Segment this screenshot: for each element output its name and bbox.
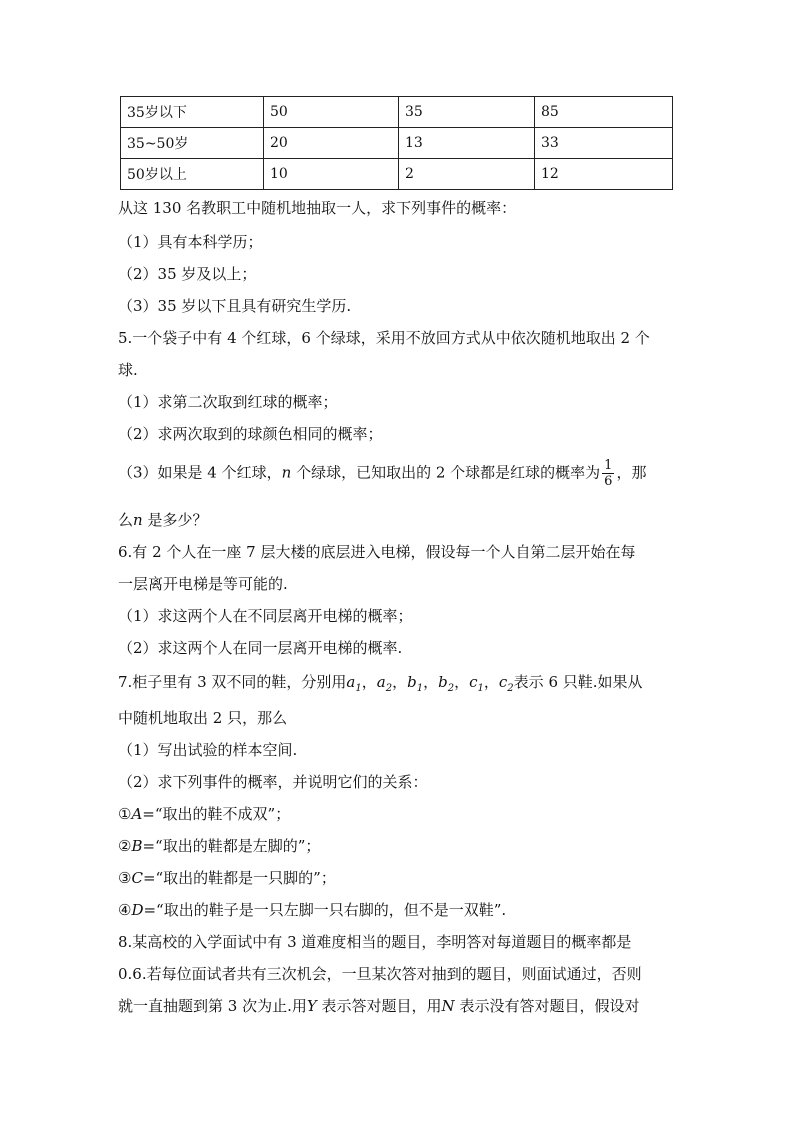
event-label: ① — [118, 805, 132, 823]
event-label: ④ — [118, 901, 132, 919]
q6-line2: 一层离开电梯是等可能的. — [118, 575, 288, 593]
q5-line-last — [118, 510, 207, 530]
table-cell: 35 — [399, 97, 535, 128]
q7-event-d — [118, 900, 506, 920]
q7-part2: （2）求下列事件的概率，并说明它们的关系： — [118, 773, 428, 791]
event-text: =“取出的鞋子是一只左脚一只右脚的，但不是一双鞋”. — [143, 901, 507, 919]
q5-part2: （2）求两次取到的球颜色相同的概率； — [118, 425, 383, 443]
q7-event-a — [118, 804, 290, 824]
shoe-c2: $c_2$ — [498, 673, 514, 694]
event-text: =“取出的鞋不成双”； — [142, 805, 291, 823]
shoe-b1: $b_1$ — [407, 673, 424, 694]
event-text: =“取出的鞋都是左脚的”； — [142, 837, 321, 855]
variable-n: n — [133, 511, 143, 529]
q7-line1-text-a: 7.柜子里有 3 双不同的鞋，分别用 — [118, 673, 347, 691]
fraction-denominator: 6 — [604, 474, 613, 489]
table-cell: 85 — [535, 97, 673, 128]
variable-y: Y — [306, 997, 317, 1015]
q5-part3-text-b: 个绿球，已知取出的 2 个球都是红球的概率为 — [291, 463, 601, 482]
variable-n: n — [281, 463, 292, 482]
q8-line2: 0.6.若每位面试者共有三次机会，一旦某次答对抽到的题目，则面试通过，否则 — [118, 965, 642, 983]
q7-event-b — [118, 836, 320, 856]
event-variable: B — [131, 837, 143, 855]
q5-line2: 球. — [118, 361, 138, 379]
variable-n: N — [441, 997, 455, 1015]
q5-part1: （1）求第二次取到红球的概率； — [118, 393, 338, 411]
table-cell: 35~50岁 — [121, 128, 264, 159]
event-label: ③ — [118, 869, 132, 887]
q7-line2: 中随机地取出 2 只，那么 — [118, 709, 288, 727]
table-cell: 13 — [399, 128, 535, 159]
event-text: =“取出的鞋都是一只脚的”； — [142, 869, 336, 887]
table-cell: 50 — [264, 97, 399, 128]
q7-event-c — [118, 868, 336, 888]
table-cell: 2 — [399, 159, 535, 190]
event-variable: C — [131, 869, 143, 887]
q7-line1: 7.柜子里有 3 双不同的鞋，分别用$a_1$，$a_2$，$b_1$，$b_2$，$c_1$，$c_2$表示 6 只鞋.如果从 — [118, 673, 643, 694]
table-row — [121, 128, 673, 159]
q5-part3 — [118, 458, 646, 489]
table-cell: 20 — [264, 128, 399, 159]
q5-line1: 5.一个袋子中有 4 个红球，6 个绿球，采用不放回方式从中依次随机地取出 2 个 — [118, 329, 650, 347]
q8-line1: 8.某高校的入学面试中有 3 道难度相当的题目，李明答对每道题目的概率都是 — [118, 933, 632, 951]
q6-line1: 6.有 2 个人在一座 7 层大楼的底层进入电梯，假设每一个人自第二层开始在每 — [118, 543, 636, 561]
q4-part3: （3）35 岁以下且具有研究生学历. — [118, 297, 352, 315]
fraction-numerator: 1 — [604, 458, 613, 473]
q7-line1-text-b: 表示 6 只鞋.如果从 — [513, 673, 643, 691]
q4-part1: （1）具有本科学历； — [118, 233, 263, 251]
table-cell: 10 — [264, 159, 399, 190]
event-variable: A — [131, 805, 143, 823]
q8-line3-text-c: 表示没有答对题目，假设对 — [454, 997, 640, 1015]
q6-part2: （2）求这两个人在同一层离开电梯的概率. — [118, 639, 403, 657]
q8-line3 — [118, 996, 639, 1016]
q8-line3-text-a: 就一直抽题到第 3 次为止.用 — [118, 997, 307, 1015]
q5-part3-text-c: ，那 — [616, 463, 647, 482]
table-row — [121, 97, 673, 128]
shoe-b2: $b_2$ — [438, 673, 455, 694]
q7-part1: （1）写出试验的样本空间. — [118, 741, 298, 759]
fraction-one-sixth — [602, 458, 614, 489]
q5-last-text-b: 是多少？ — [142, 511, 208, 529]
q4-part2: （2）35 岁及以上； — [118, 265, 257, 283]
table-cell: 50岁以上 — [121, 159, 264, 190]
table-cell: 33 — [535, 128, 673, 159]
shoe-a2: $a_2$ — [376, 673, 393, 694]
statistics-table — [120, 96, 673, 190]
event-label: ② — [118, 837, 132, 855]
table-row — [121, 159, 673, 190]
q4-intro: 从这 130 名教职工中随机地抽取一人，求下列事件的概率： — [118, 199, 517, 217]
shoe-a1: $a_1$ — [346, 673, 362, 694]
table-cell: 12 — [535, 159, 673, 190]
q5-last-text-a: 么 — [118, 511, 134, 529]
shoe-c1: $c_1$ — [469, 673, 484, 694]
event-variable: D — [131, 901, 144, 919]
q5-part3-text-a: （3）如果是 4 个红球， — [118, 463, 282, 482]
q6-part1: （1）求这两个人在不同层离开电梯的概率； — [118, 607, 413, 625]
table-cell: 35岁以下 — [121, 97, 264, 128]
q8-line3-text-b: 表示答对题目，用 — [316, 997, 442, 1015]
